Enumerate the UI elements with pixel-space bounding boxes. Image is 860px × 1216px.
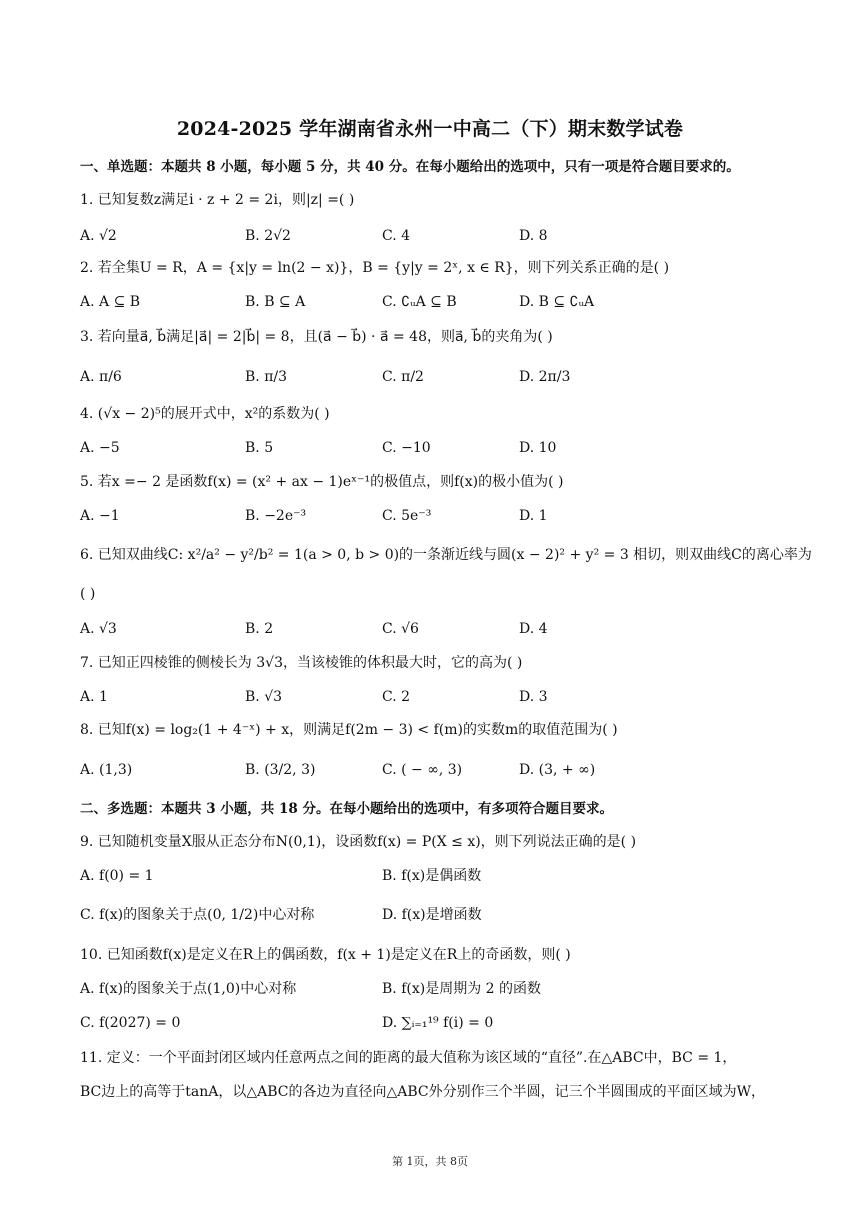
q7-option-a: A. 1 [80,689,108,705]
q5-option-a: A. −1 [80,508,120,524]
q4-option-a: A. −5 [80,440,120,456]
q4-option-b: B. 5 [245,440,274,456]
question-11-continued: BC边上的高等于tanA，以△ABC的各边为直径向△ABC外分别作三个半圆，记三个半圆围成的平面区域为W， [80,1084,766,1100]
question-11: 11. 定义：一个平面封闭区域内任意两点之间的距离的最大值称为该区域的“直径”.在△ABC中，BC = 1， [80,1050,737,1066]
q1-option-b: B. 2√2 [245,228,291,244]
question-3: 3. 若向量a⃗, b⃗满足|a⃗| = 2|b⃗| = 8，且(a⃗ − b⃗) · a⃗ = 48，则a⃗, b⃗的夹角为( ) [80,329,553,345]
q3-option-a: A. π/6 [80,369,122,385]
q9-option-d: D. f(x)是增函数 [382,907,482,923]
q1-option-c: C. 4 [382,228,411,244]
question-2: 2. 若全集U = R，A = {x|y = ln(2 − x)}，B = {y|y = 2ˣ, x ∈ R}，则下列关系正确的是( ) [80,260,670,276]
question-6: 6. 已知双曲线C: x²/a² − y²/b² = 1(a > 0, b > 0)的一条渐近线与圆(x − 2)² + y² = 3 相切，则双曲线C的离心率为 [80,547,812,563]
q3-option-d: D. 2π/3 [519,369,571,385]
q7-option-c: C. 2 [382,689,411,705]
q2-option-c: C. ∁ᵤA ⊆ B [382,294,457,310]
q8-option-d: D. (3, + ∞) [519,762,596,778]
q3-option-c: C. π/2 [382,369,424,385]
q10-option-c: C. f(2027) = 0 [80,1015,181,1031]
exam-title: 2024-2025 学年湖南省永州一中高二（下）期末数学试卷 [176,118,684,140]
question-5: 5. 若x =− 2 是函数f(x) = (x² + ax − 1)eˣ⁻¹的极值点，则f(x)的极小值为( ) [80,474,564,490]
q4-option-d: D. 10 [519,440,557,456]
q9-option-a: A. f(0) = 1 [80,868,154,884]
q2-option-d: D. B ⊆ ∁ᵤA [519,294,595,310]
q4-option-c: C. −10 [382,440,431,456]
question-10: 10. 已知函数f(x)是定义在R上的偶函数，f(x + 1)是定义在R上的奇函数，则( ) [80,947,571,963]
q3-option-b: B. π/3 [245,369,288,385]
page-footer: 第 1页，共 8页 [392,1155,468,1168]
q7-option-b: B. √3 [245,689,283,705]
q2-option-a: A. A ⊆ B [80,294,141,310]
q9-option-c: C. f(x)的图象关于点(0, 1/2)中心对称 [80,907,315,923]
q6-option-a: A. √3 [80,621,117,637]
q9-option-b: B. f(x)是偶函数 [382,868,482,884]
q6-option-c: C. √6 [382,621,419,637]
q10-option-b: B. f(x)是周期为 2 的函数 [382,981,541,997]
q6-option-b: B. 2 [245,621,274,637]
q5-option-b: B. −2e⁻³ [245,508,307,524]
q10-option-a: A. f(x)的图象关于点(1,0)中心对称 [80,981,297,997]
q8-option-a: A. (1,3) [80,762,133,778]
q8-option-b: B. (3/2, 3) [245,762,316,778]
q5-option-c: C. 5e⁻³ [382,508,432,524]
q6-option-d: D. 4 [519,621,548,637]
question-8: 8. 已知f(x) = log₂(1 + 4⁻ˣ) + x，则满足f(2m − 3) < f(m)的实数m的取值范围为( ) [80,722,618,738]
q1-option-a: A. √2 [80,228,117,244]
question-6-continued: ( ) [80,586,96,602]
q8-option-c: C. ( − ∞, 3) [382,762,463,778]
q7-option-d: D. 3 [519,689,548,705]
section-single-choice: 一、单选题：本题共 8 小题，每小题 5 分，共 40 分。在每小题给出的选项中，只有一项是符合题目要求的。 [80,159,740,175]
q10-option-d: D. ∑ᵢ₌₁¹⁹ f(i) = 0 [382,1015,494,1031]
section-multiple-choice: 二、多选题：本题共 3 小题，共 18 分。在每小题给出的选项中，有多项符合题目要求。 [80,801,613,817]
question-7: 7. 已知正四棱锥的侧棱长为 3√3，当该棱锥的体积最大时，它的高为( ) [80,655,523,671]
q2-option-b: B. B ⊆ A [245,294,306,310]
question-9: 9. 已知随机变量X服从正态分布N(0,1)，设函数f(x) = P(X ≤ x)，则下列说法正确的是( ) [80,834,637,850]
q1-option-d: D. 8 [519,228,548,244]
q5-option-d: D. 1 [519,508,548,524]
question-1: 1. 已知复数z满足i · z + 2 = 2i，则|z| =( ) [80,192,355,208]
question-4: 4. (√x − 2)⁵的展开式中，x²的系数为( ) [80,406,330,422]
